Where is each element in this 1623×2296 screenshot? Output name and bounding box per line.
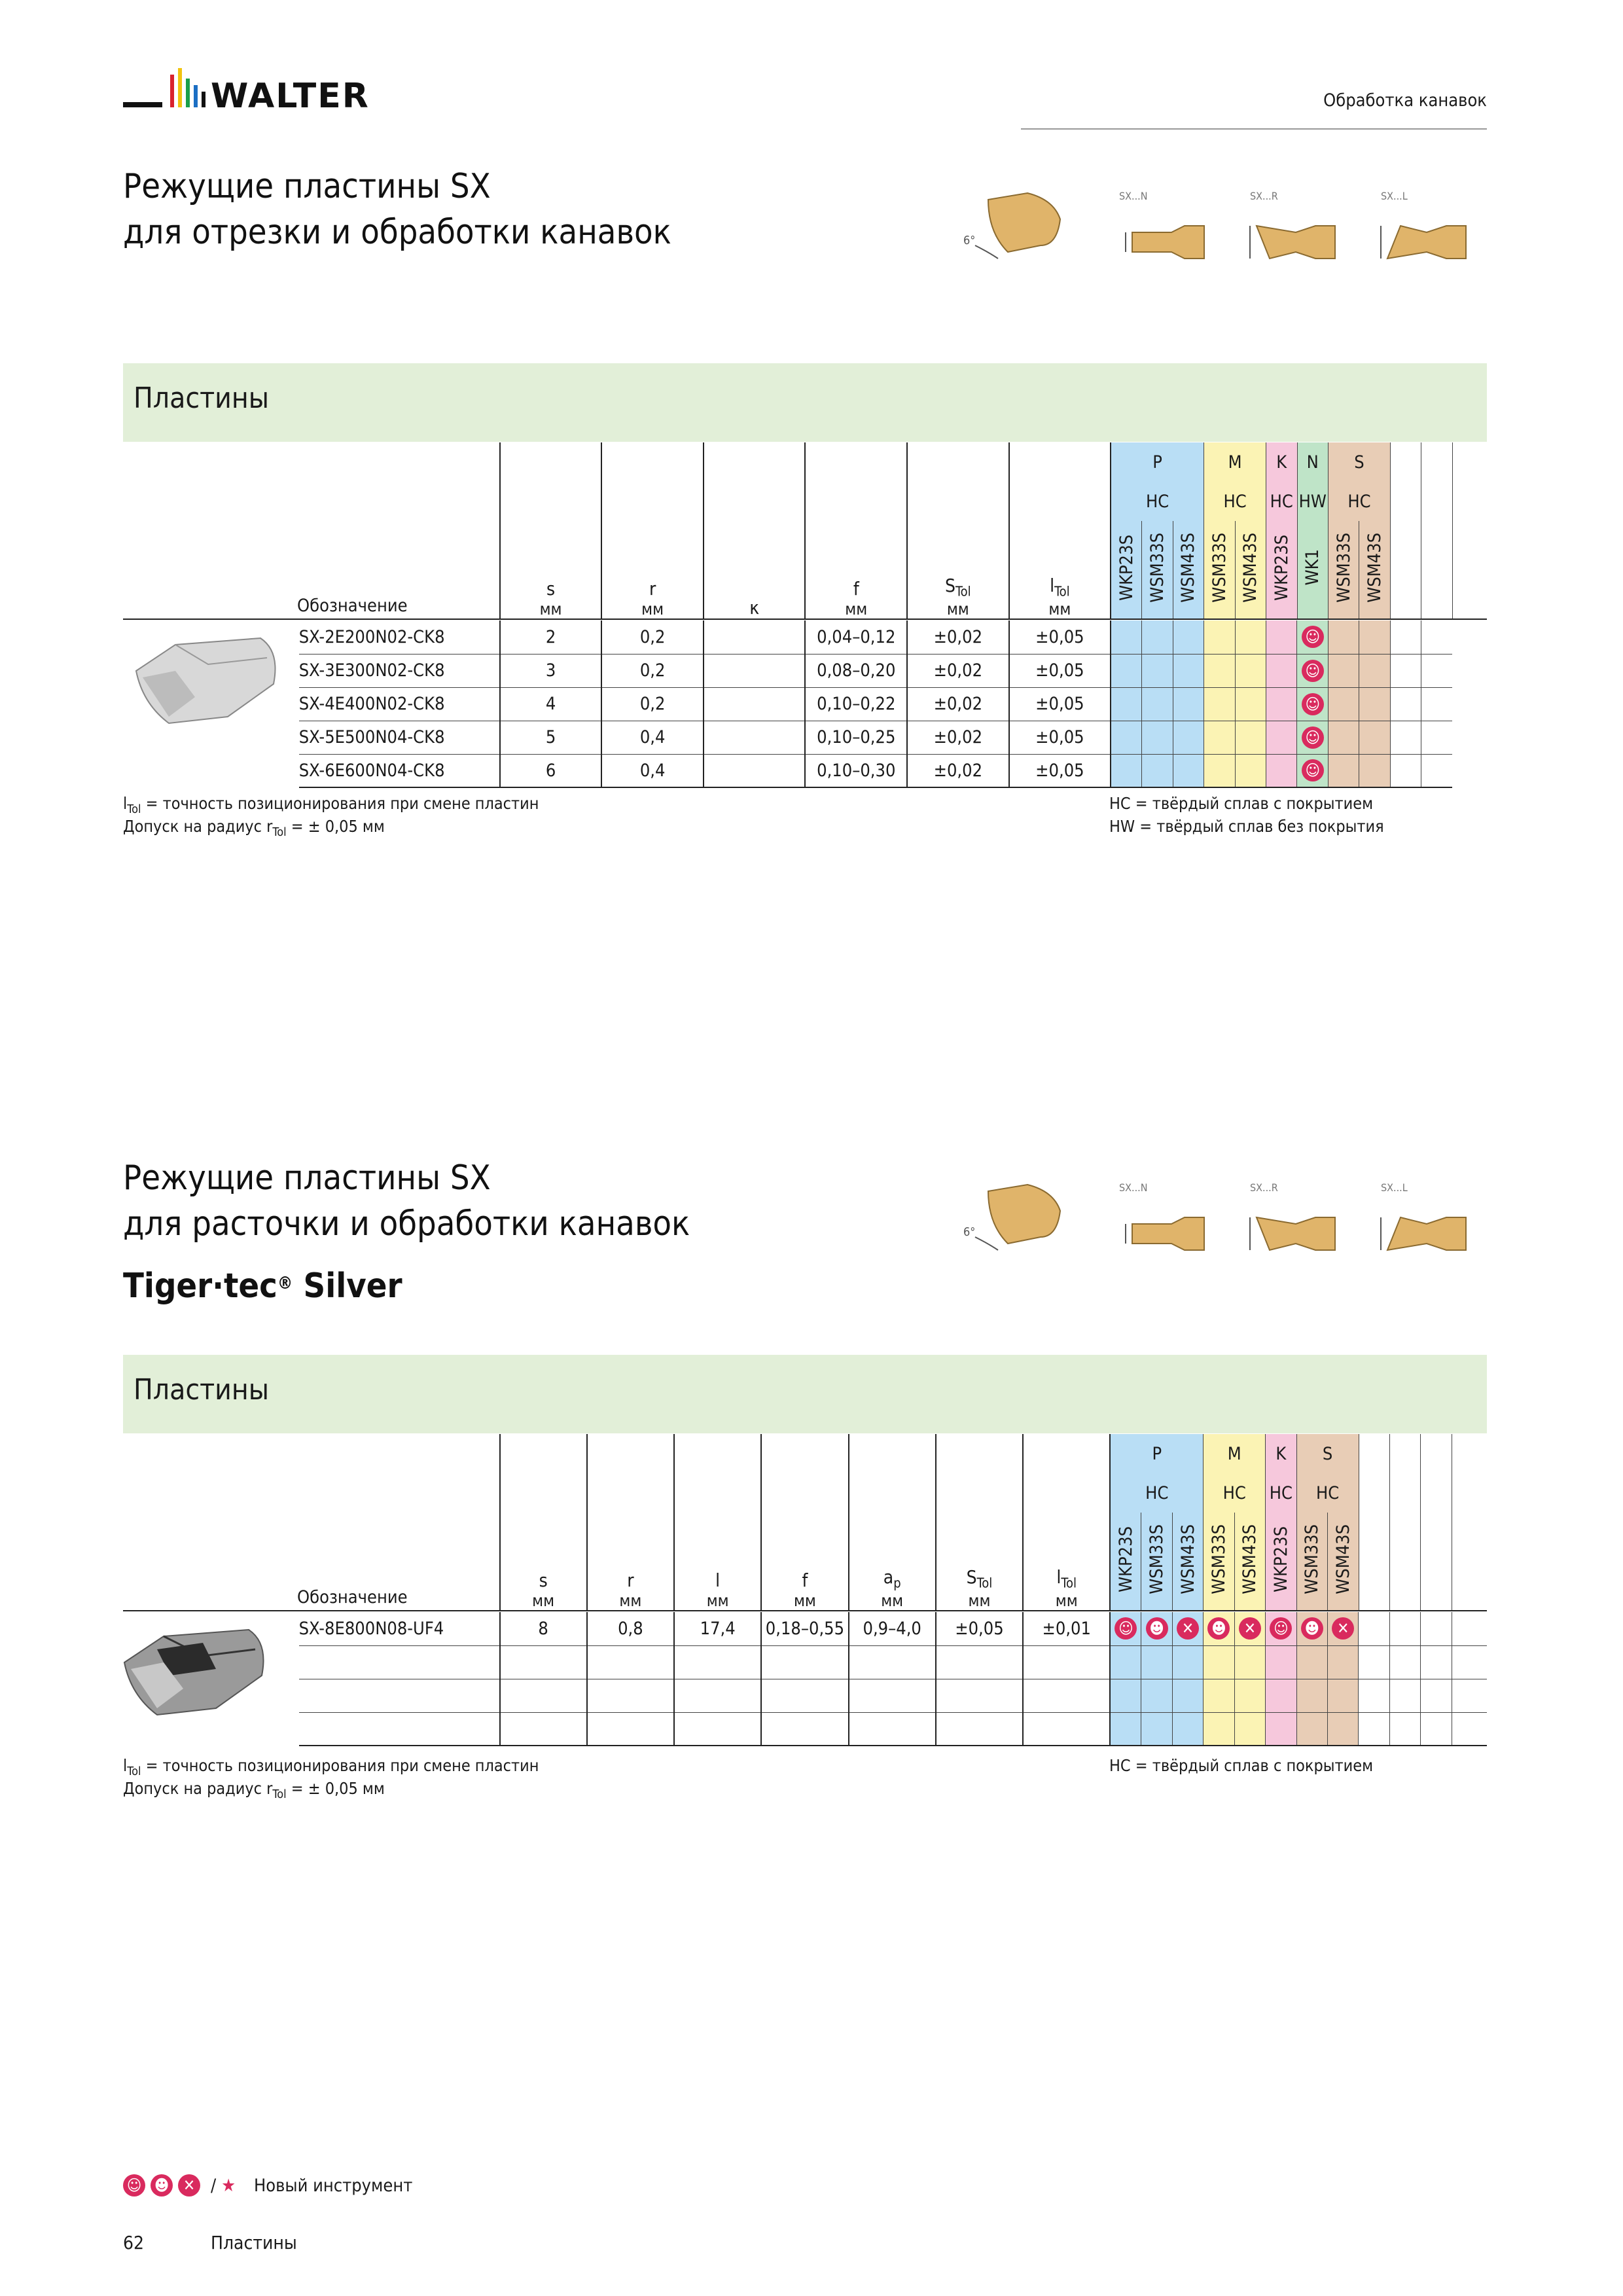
- cell-f: [761, 1679, 848, 1712]
- legend: [123, 2174, 412, 2197]
- group-s: S: [1296, 1434, 1359, 1473]
- cell-ap: 0,9–4,0: [849, 1612, 936, 1645]
- table-row: [123, 721, 1487, 754]
- cell-stol: [936, 1712, 1023, 1746]
- col-stol: $S_{Tol}$ мм: [936, 1434, 1023, 1611]
- col-s: s мм: [500, 442, 602, 619]
- table-row: [123, 687, 1487, 721]
- col-stol: $S_{Tol}$ мм: [907, 442, 1009, 619]
- table-row: [123, 620, 1487, 654]
- section1-diagrams: [962, 160, 1492, 272]
- cell-f: 0,04–0,12: [805, 620, 907, 654]
- cell-ltol: ±0,05: [1009, 620, 1111, 654]
- diagram-label-l: SX...L: [1381, 1181, 1408, 1194]
- cell-k: [704, 721, 806, 754]
- row-code: SX-6E600N04-CK8: [299, 754, 500, 787]
- group-m: M: [1204, 1434, 1266, 1473]
- cell-r: 0,4: [601, 754, 704, 787]
- row-code: SX-3E300N02-CK8: [299, 654, 500, 687]
- section1-title-line2: для отрезки и обработки канавок: [123, 213, 671, 252]
- coat-m: HC: [1204, 1473, 1266, 1513]
- cell-r: 0,4: [601, 721, 704, 754]
- suitability-icon: ☻: [1146, 1617, 1168, 1640]
- grade: WSM33S: [1204, 1513, 1234, 1611]
- coat-s: HC: [1328, 482, 1390, 521]
- cell-stol: ±0,02: [907, 654, 1009, 687]
- grade: WKP23S: [1110, 1513, 1141, 1611]
- cell-ltol: [1023, 1645, 1110, 1679]
- walter-logo: [123, 65, 398, 118]
- group-p: P: [1110, 1434, 1203, 1473]
- cell-f: 0,10–0,25: [805, 721, 907, 754]
- row-code: [299, 1679, 500, 1712]
- cell-s: [500, 1645, 587, 1679]
- section2-title-line1: Режущие пластины SX: [123, 1158, 491, 1198]
- coat-n: HW: [1297, 482, 1328, 521]
- grade: WK1: [1297, 521, 1328, 619]
- insert-image-boring: [118, 1617, 275, 1721]
- col-f: f мм: [761, 1434, 848, 1611]
- cell-r: 0,8: [587, 1612, 674, 1645]
- table-row: [123, 1645, 1487, 1679]
- header-rule: [1021, 128, 1487, 130]
- cell-s: 5: [500, 721, 602, 754]
- coat-k: HC: [1266, 482, 1297, 521]
- legend-text: Новый инструмент: [253, 2175, 413, 2196]
- footer-label: Пластины: [211, 2232, 297, 2253]
- suitability-icon: ☺: [1115, 1617, 1137, 1640]
- grade: WSM33S: [1204, 521, 1235, 619]
- section2-note-left-2: Допуск на радиус $r_{Tol}$ = ± 0,05 мм: [123, 1779, 385, 1801]
- row-code: SX-4E400N02-CK8: [299, 687, 500, 721]
- section2-note-right-1: HC = твёрдый сплав с покрытием: [1109, 1756, 1374, 1775]
- cell-k: [704, 620, 806, 654]
- group-m: M: [1204, 442, 1266, 482]
- row-code: SX-8E800N08-UF4: [299, 1612, 500, 1645]
- diagram-label-n: SX...N: [1119, 190, 1148, 202]
- cell-ap: [849, 1712, 936, 1746]
- cell-s: [500, 1712, 587, 1746]
- suitability-icon-good: ☺: [1302, 626, 1324, 648]
- suitability-icon-good: ☺: [123, 2174, 145, 2197]
- section1-note-left-2: Допуск на радиус $r_{Tol}$ = ± 0,05 мм: [123, 817, 385, 839]
- table-row: [123, 1712, 1487, 1746]
- diagram-label-r: SX...R: [1250, 1181, 1278, 1194]
- table-row: [123, 654, 1487, 687]
- col-f: f мм: [805, 442, 907, 619]
- col-r: r мм: [587, 1434, 674, 1611]
- group-n: N: [1297, 442, 1328, 482]
- row-code: [299, 1645, 500, 1679]
- grade: WSM43S: [1234, 1513, 1265, 1611]
- col-s: s мм: [500, 1434, 587, 1611]
- grade: WSM33S: [1328, 521, 1359, 619]
- section1-note-left-1: $l_{Tol}$ = точность позиционирования при смене пластин: [123, 794, 539, 816]
- coat-p: HC: [1110, 1473, 1203, 1513]
- cell-stol: ±0,02: [907, 620, 1009, 654]
- cell-s: 4: [500, 687, 602, 721]
- suitability-icon: ☻: [1207, 1617, 1230, 1640]
- grade: WKP23S: [1266, 521, 1297, 619]
- section2-table: [123, 1434, 1487, 1611]
- brand-text: WALTER: [211, 77, 370, 116]
- grade: WSM43S: [1328, 1513, 1359, 1611]
- coat-p: HC: [1111, 482, 1204, 521]
- cell-f: 0,10–0,22: [805, 687, 907, 721]
- cell-r: 0,2: [601, 654, 704, 687]
- cell-s: [500, 1679, 587, 1712]
- cell-k: [704, 687, 806, 721]
- section2-rows: [123, 1612, 1487, 1746]
- insert-image-cutoff: [130, 625, 287, 730]
- cell-r: 0,2: [601, 620, 704, 654]
- suitability-icon: ☺: [1270, 1617, 1292, 1640]
- col-ap: $a_p$ мм: [849, 1434, 936, 1611]
- cell-f: 0,08–0,20: [805, 654, 907, 687]
- col-k: κ: [704, 442, 806, 619]
- diagram-label-n: SX...N: [1119, 1181, 1148, 1194]
- coat-s: HC: [1296, 1473, 1359, 1513]
- cell-ltol: ±0,05: [1009, 654, 1111, 687]
- cell-l: [674, 1712, 761, 1746]
- grade: WSM33S: [1141, 1513, 1172, 1611]
- cell-stol: [936, 1645, 1023, 1679]
- cell-r: 0,2: [601, 687, 704, 721]
- diagram-label-l: SX...L: [1381, 190, 1408, 202]
- legend-separator: /: [211, 2175, 217, 2196]
- suitability-icon-good: ☺: [1302, 660, 1324, 682]
- cell-l: 17,4: [674, 1612, 761, 1645]
- cell-r: [587, 1679, 674, 1712]
- section1-band-label: Пластины: [134, 382, 270, 415]
- cell-ltol: [1023, 1679, 1110, 1712]
- cell-f: [761, 1712, 848, 1746]
- section2-title-line3: Tiger·tec® Silver: [123, 1266, 402, 1306]
- section2-title-line2: для расточки и обработки канавок: [123, 1204, 690, 1244]
- suitability-icon: ☻: [1301, 1617, 1323, 1640]
- cell-k: [704, 654, 806, 687]
- cell-stol: [936, 1679, 1023, 1712]
- section2-band-label: Пластины: [134, 1373, 270, 1407]
- grade: WSM43S: [1172, 1513, 1203, 1611]
- suitability-icon: ✕: [1177, 1617, 1199, 1640]
- cell-ap: [849, 1645, 936, 1679]
- cell-l: [674, 1645, 761, 1679]
- group-p: P: [1111, 442, 1204, 482]
- angle-label: 6°: [963, 234, 976, 247]
- table-row: [123, 1679, 1487, 1712]
- section2-band: [123, 1355, 1487, 1433]
- grade: WSM43S: [1359, 521, 1390, 619]
- suitability-icon-medium: ☻: [151, 2174, 173, 2197]
- diagram-label-r: SX...R: [1250, 190, 1278, 202]
- cell-k: [704, 754, 806, 787]
- suitability-icon: ✕: [1239, 1617, 1261, 1640]
- cell-s: 3: [500, 654, 602, 687]
- cell-ltol: [1023, 1712, 1110, 1746]
- cell-ltol: ±0,05: [1009, 721, 1111, 754]
- suitability-icon-good: ☺: [1302, 726, 1324, 749]
- cell-r: [587, 1712, 674, 1746]
- page-number: 62: [123, 2232, 145, 2253]
- cell-f: [761, 1645, 848, 1679]
- cell-ap: [849, 1679, 936, 1712]
- col-r: r мм: [601, 442, 704, 619]
- group-k: K: [1266, 1434, 1296, 1473]
- grade: WSM43S: [1235, 521, 1266, 619]
- cell-stol: ±0,05: [936, 1612, 1023, 1645]
- cell-s: 8: [500, 1612, 587, 1645]
- cell-r: [587, 1645, 674, 1679]
- coat-m: HC: [1204, 482, 1266, 521]
- col-ltol: $l_{Tol}$ мм: [1023, 1434, 1110, 1611]
- coat-k: HC: [1266, 1473, 1296, 1513]
- grade: WSM33S: [1296, 1513, 1327, 1611]
- col-designation: Обозначение: [123, 1434, 500, 1611]
- section1-title-line1: Режущие пластины SX: [123, 167, 491, 206]
- cell-s: 6: [500, 754, 602, 787]
- suitability-icon-poor: ✕: [178, 2174, 200, 2197]
- group-s: S: [1328, 442, 1390, 482]
- section2-diagrams: [962, 1152, 1492, 1263]
- col-l: l мм: [674, 1434, 761, 1611]
- section1-table: [123, 442, 1487, 620]
- row-code: [299, 1712, 500, 1746]
- cell-ltol: ±0,01: [1023, 1612, 1110, 1645]
- row-code: SX-2E200N02-CK8: [299, 620, 500, 654]
- cell-ltol: ±0,05: [1009, 687, 1111, 721]
- col-ltol: $l_{Tol}$ мм: [1009, 442, 1111, 619]
- section2-note-left-1: $l_{Tol}$ = точность позиционирования при смене пластин: [123, 1756, 539, 1778]
- table-row: [123, 1612, 1487, 1645]
- cell-f: 0,18–0,55: [761, 1612, 848, 1645]
- star-icon: ★: [221, 2175, 236, 2196]
- cell-f: 0,10–0,30: [805, 754, 907, 787]
- cell-s: 2: [500, 620, 602, 654]
- cell-stol: ±0,02: [907, 754, 1009, 787]
- suitability-icon: ✕: [1332, 1617, 1354, 1640]
- suitability-icon-good: ☺: [1302, 759, 1324, 781]
- section1-band: [123, 363, 1487, 442]
- grade: WKP23S: [1111, 521, 1141, 619]
- col-designation: Обозначение: [123, 442, 500, 619]
- section-label: Обработка канавок: [1323, 90, 1487, 111]
- section1-note-right-1: HC = твёрдый сплав с покрытием: [1109, 794, 1374, 813]
- angle-label: 6°: [963, 1225, 976, 1239]
- grade: WKP23S: [1266, 1513, 1296, 1611]
- table-row: [123, 754, 1487, 787]
- suitability-icon-good: ☺: [1302, 693, 1324, 715]
- grade: WSM33S: [1142, 521, 1173, 619]
- row-code: SX-5E500N04-CK8: [299, 721, 500, 754]
- cell-stol: ±0,02: [907, 721, 1009, 754]
- section1-note-right-2: HW = твёрдый сплав без покрытия: [1109, 817, 1384, 836]
- group-k: K: [1266, 442, 1297, 482]
- section1-rows: [123, 620, 1487, 788]
- grade: WSM43S: [1173, 521, 1204, 619]
- cell-l: [674, 1679, 761, 1712]
- cell-ltol: ±0,05: [1009, 754, 1111, 787]
- cell-stol: ±0,02: [907, 687, 1009, 721]
